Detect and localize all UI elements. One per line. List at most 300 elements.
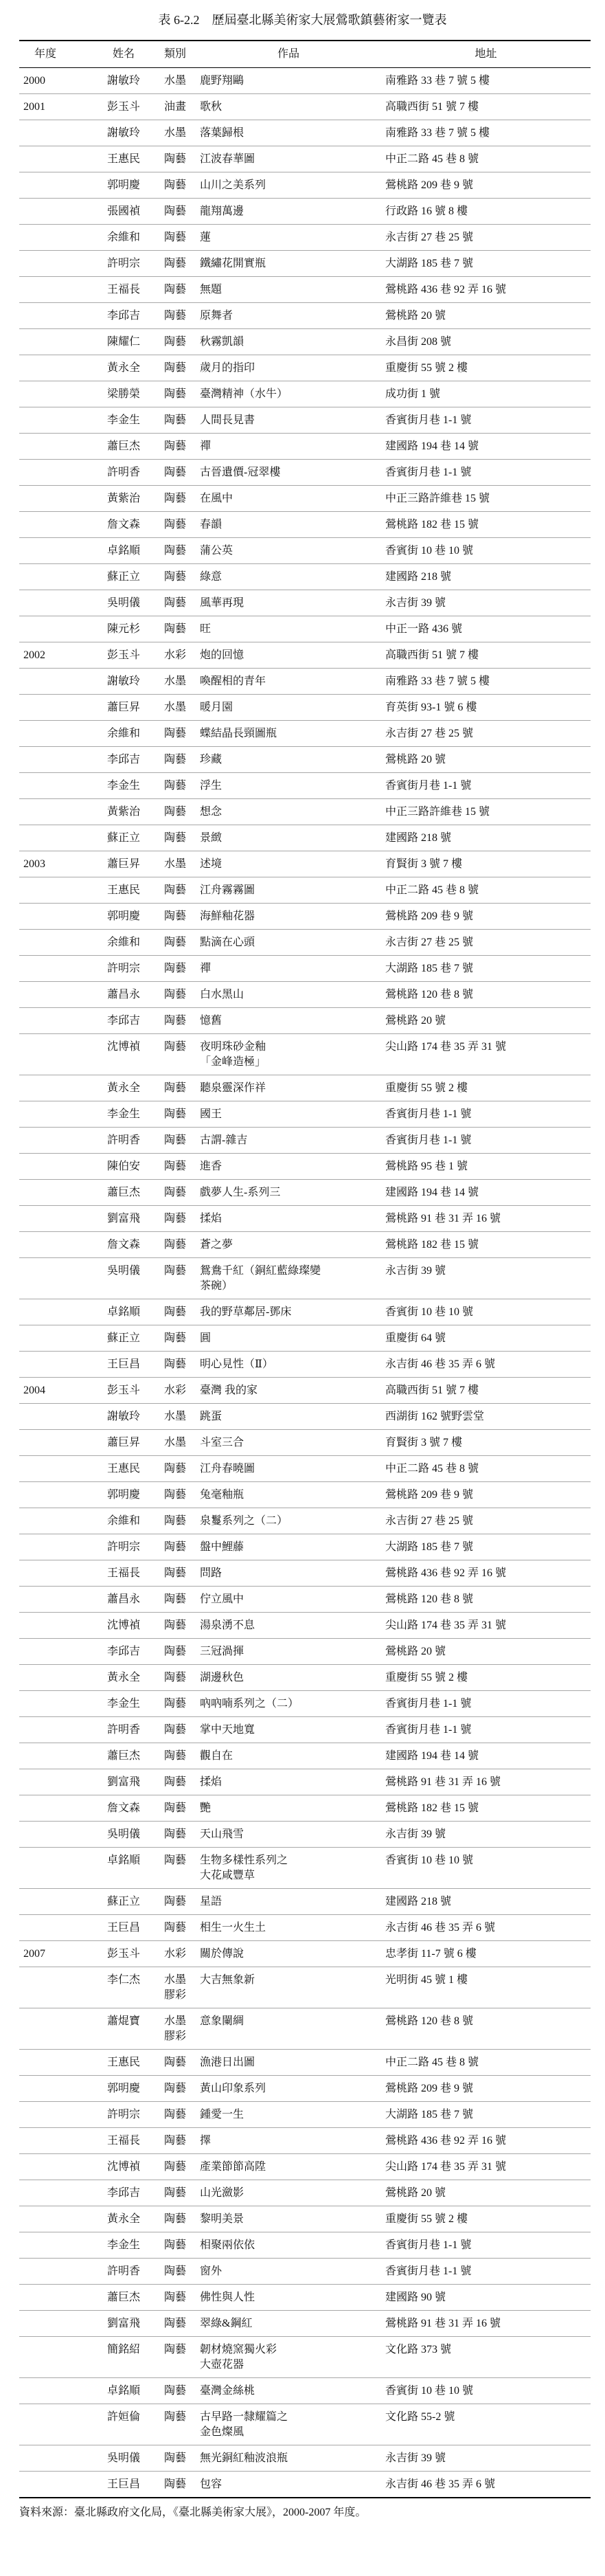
table-row [19,2378,591,2404]
cell-category: 陶藝 [155,773,196,799]
cell-name: 余維和 [93,225,155,251]
table-row [19,2445,591,2472]
cell-year: 2001 [19,94,93,120]
cell-year [19,773,93,799]
cell-category: 水墨 [155,68,196,94]
cell-work: 擇 [196,2128,381,2154]
cell-work: 歌秋 [196,94,381,120]
cell-work: 綠意 [196,564,381,590]
cell-address: 鶯桃路 120 巷 8 號 [381,982,591,1008]
cell-year [19,355,93,381]
cell-work: 喚醒相的青年 [196,669,381,695]
cell-name: 王惠民 [93,2050,155,2076]
cell-name: 許明香 [93,2259,155,2285]
cell-address: 鶯桃路 120 巷 8 號 [381,1587,591,1613]
cell-year [19,1508,93,1534]
table-row [19,2472,591,2498]
cell-name: 余維和 [93,1508,155,1534]
cell-work: 鍾愛一生 [196,2102,381,2128]
table-row [19,773,591,799]
cell-work: 蒲公英 [196,538,381,564]
cell-address: 成功街 1 號 [381,381,591,407]
table-row [19,695,591,721]
cell-name: 黃永全 [93,2206,155,2232]
cell-address: 尖山路 174 巷 35 弄 31 號 [381,2154,591,2180]
cell-year: 2004 [19,1378,93,1404]
cell-address: 鶯桃路 20 號 [381,1639,591,1665]
table-row [19,1482,591,1508]
cell-year [19,1743,93,1769]
table-row [19,1691,591,1717]
cell-category: 陶藝 [155,2259,196,2285]
cell-category: 陶藝 [155,2378,196,2404]
cell-work: 述境 [196,851,381,877]
cell-category: 陶藝 [155,355,196,381]
cell-name: 陳耀仁 [93,329,155,355]
cell-year [19,1154,93,1180]
cell-category: 水墨 膠彩 [155,1967,196,2008]
cell-year [19,2076,93,2102]
table-row [19,825,591,851]
cell-year [19,1299,93,1325]
cell-category: 陶藝 [155,956,196,982]
cell-address: 鶯桃路 209 巷 9 號 [381,2076,591,2102]
cell-name: 梁勝榮 [93,381,155,407]
cell-address: 鶯桃路 91 巷 31 弄 16 號 [381,1206,591,1232]
cell-name: 劉富飛 [93,1206,155,1232]
table-row [19,512,591,538]
cell-year [19,616,93,642]
cell-work: 炮的回憶 [196,642,381,669]
table-row [19,1404,591,1430]
cell-work: 暖月園 [196,695,381,721]
cell-name: 許明宗 [93,956,155,982]
cell-name: 卓銘順 [93,1848,155,1889]
cell-category: 水墨 [155,669,196,695]
cell-work: 蓮 [196,225,381,251]
cell-address: 永吉街 27 巷 25 號 [381,930,591,956]
cell-work: 產業節節高陞 [196,2154,381,2180]
cell-work: 江舟春曉圖 [196,1456,381,1482]
cell-year [19,747,93,773]
cell-name: 劉富飛 [93,1769,155,1795]
table-row [19,851,591,877]
table-row [19,1128,591,1154]
table-row [19,199,591,225]
cell-category: 陶藝 [155,1769,196,1795]
cell-work: 夜明珠砂金釉 「金峰造極」 [196,1034,381,1075]
cell-work: 點滴在心頭 [196,930,381,956]
table-row [19,1613,591,1639]
table-row [19,538,591,564]
cell-name: 陳元杉 [93,616,155,642]
cell-address: 鶯桃路 182 巷 15 號 [381,1795,591,1822]
cell-address: 建國路 218 號 [381,1889,591,1915]
cell-work: 江舟霧霧圖 [196,877,381,904]
cell-category: 水墨 [155,695,196,721]
cell-year [19,2206,93,2232]
cell-address: 建國路 90 號 [381,2285,591,2311]
table-row [19,2076,591,2102]
cell-year [19,1717,93,1743]
table-row [19,1299,591,1325]
cell-work: 江波春華圖 [196,146,381,172]
cell-name: 許明香 [93,1128,155,1154]
cell-work: 浮生 [196,773,381,799]
cell-name: 詹文森 [93,1232,155,1258]
cell-name: 許明宗 [93,1534,155,1560]
cell-category: 陶藝 [155,1508,196,1534]
cell-address: 永吉街 39 號 [381,590,591,616]
cell-work: 秋霧凱韻 [196,329,381,355]
cell-year [19,1967,93,2008]
cell-address: 建國路 218 號 [381,825,591,851]
cell-year [19,1560,93,1587]
cell-name: 蘇正立 [93,564,155,590]
cell-address: 育英街 93-1 號 6 樓 [381,695,591,721]
cell-name: 王福長 [93,277,155,303]
cell-work: 星語 [196,1889,381,1915]
table-row [19,1822,591,1848]
table-row [19,1534,591,1560]
table-row [19,2154,591,2180]
table-row [19,2337,591,2378]
cell-work: 無光銅紅釉波浪瓶 [196,2445,381,2472]
cell-address: 大湖路 185 巷 7 號 [381,956,591,982]
cell-year [19,434,93,460]
cell-year [19,1352,93,1378]
table-row [19,747,591,773]
table-row [19,642,591,669]
table-body [19,68,591,2498]
header-row [19,41,591,68]
cell-name: 彭玉斗 [93,642,155,669]
table-row [19,564,591,590]
cell-work: 圓 [196,1325,381,1352]
cell-year [19,877,93,904]
cell-address: 鶯桃路 91 巷 31 弄 16 號 [381,1769,591,1795]
cell-category: 陶藝 [155,1889,196,1915]
table-row [19,68,591,94]
table-row [19,2050,591,2076]
cell-work: 珍藏 [196,747,381,773]
cell-work: 春韻 [196,512,381,538]
cell-year [19,669,93,695]
cell-year [19,1639,93,1665]
cell-category: 陶藝 [155,590,196,616]
cell-year [19,695,93,721]
cell-category: 陶藝 [155,512,196,538]
cell-year [19,1613,93,1639]
cell-work: 艷 [196,1795,381,1822]
cell-category: 陶藝 [155,1154,196,1180]
cell-year [19,2180,93,2206]
cell-work: 歲月的指印 [196,355,381,381]
cell-name: 吳明儀 [93,1822,155,1848]
cell-name: 蕭昌永 [93,1587,155,1613]
cell-name: 王惠民 [93,1456,155,1482]
cell-name: 陳伯安 [93,1154,155,1180]
cell-category: 陶藝 [155,199,196,225]
cell-name: 吳明儀 [93,590,155,616]
cell-name: 蕭焜寶 [93,2008,155,2050]
cell-address: 永吉街 39 號 [381,1258,591,1299]
cell-year [19,1691,93,1717]
cell-address: 重慶街 55 號 2 樓 [381,1665,591,1691]
table-row [19,172,591,199]
cell-name: 王巨昌 [93,1352,155,1378]
cell-category: 陶藝 [155,564,196,590]
table-row [19,1769,591,1795]
cell-category: 陶藝 [155,1613,196,1639]
cell-year [19,1848,93,1889]
table-row [19,486,591,512]
cell-year [19,1075,93,1101]
cell-category: 陶藝 [155,721,196,747]
cell-name: 蕭巨杰 [93,1180,155,1206]
cell-year [19,172,93,199]
cell-name: 蘇正立 [93,825,155,851]
cell-year [19,564,93,590]
cell-work: 黎明美景 [196,2206,381,2232]
cell-category: 陶藝 [155,172,196,199]
cell-year [19,512,93,538]
cell-address: 鶯桃路 20 號 [381,747,591,773]
cell-category: 陶藝 [155,2311,196,2337]
cell-category: 陶藝 [155,2232,196,2259]
cell-address: 鶯桃路 182 巷 15 號 [381,1232,591,1258]
cell-year [19,407,93,434]
table-row [19,669,591,695]
cell-name: 郭明慶 [93,172,155,199]
cell-category: 陶藝 [155,1822,196,1848]
cell-name: 許姮倫 [93,2404,155,2445]
table-row [19,303,591,329]
cell-work: 山川之美系列 [196,172,381,199]
cell-category: 陶藝 [155,1534,196,1560]
cell-address: 香賓街月巷 1-1 號 [381,1101,591,1128]
table-row [19,1717,591,1743]
cell-name: 郭明慶 [93,2076,155,2102]
cell-name: 許明香 [93,460,155,486]
cell-address: 鶯桃路 91 巷 31 弄 16 號 [381,2311,591,2337]
cell-name: 李邱吉 [93,1008,155,1034]
cell-address: 建國路 218 號 [381,564,591,590]
cell-category: 陶藝 [155,329,196,355]
cell-name: 簡銘紹 [93,2337,155,2378]
cell-work: 掌中天地寬 [196,1717,381,1743]
cell-address: 高職西街 51 號 7 樓 [381,94,591,120]
cell-category: 水墨 [155,851,196,877]
cell-name: 李邱吉 [93,2180,155,2206]
table-row [19,1941,591,1967]
cell-year [19,1008,93,1034]
table-row [19,2285,591,2311]
cell-address: 建國路 194 巷 14 號 [381,1743,591,1769]
cell-work: 湖邊秋色 [196,1665,381,1691]
table-row [19,1665,591,1691]
cell-address: 永吉街 46 巷 35 弄 6 號 [381,1915,591,1941]
cell-year [19,2445,93,2472]
cell-category: 陶藝 [155,1560,196,1587]
cell-work: 風華再現 [196,590,381,616]
cell-name: 黃紫治 [93,486,155,512]
cell-name: 詹文森 [93,512,155,538]
cell-year: 2007 [19,1941,93,1967]
cell-address: 鶯桃路 436 巷 92 弄 16 號 [381,277,591,303]
cell-year [19,1665,93,1691]
table-row [19,2102,591,2128]
cell-name: 謝敏玲 [93,1404,155,1430]
cell-category: 陶藝 [155,1128,196,1154]
table-row [19,381,591,407]
cell-address: 香賓街月巷 1-1 號 [381,407,591,434]
cell-name: 李邱吉 [93,747,155,773]
cell-year [19,460,93,486]
cell-category: 陶藝 [155,1482,196,1508]
cell-name: 李金生 [93,407,155,434]
table-row [19,434,591,460]
cell-work: 無題 [196,277,381,303]
cell-year [19,590,93,616]
table-row [19,2180,591,2206]
table-row [19,1206,591,1232]
cell-year [19,1769,93,1795]
table-row [19,407,591,434]
cell-work: 臺灣 我的家 [196,1378,381,1404]
cell-work: 古早路一隸耀篇之 金色燦風 [196,2404,381,2445]
table-row [19,877,591,904]
cell-name: 王巨昌 [93,2472,155,2498]
cell-address: 永吉街 27 巷 25 號 [381,1508,591,1534]
cell-address: 鶯桃路 209 巷 9 號 [381,172,591,199]
cell-work: 三冠渦揮 [196,1639,381,1665]
cell-category: 陶藝 [155,1587,196,1613]
cell-year [19,1456,93,1482]
cell-work: 景緻 [196,825,381,851]
cell-year [19,2128,93,2154]
table-row [19,1258,591,1299]
cell-name: 蕭巨杰 [93,434,155,460]
cell-category: 陶藝 [155,1180,196,1206]
cell-year [19,904,93,930]
table-row [19,2404,591,2445]
cell-work: 人間長見書 [196,407,381,434]
cell-address: 香賓街月巷 1-1 號 [381,773,591,799]
cell-work: 湯泉湧不息 [196,1613,381,1639]
cell-category: 陶藝 [155,434,196,460]
cell-address: 香賓街月巷 1-1 號 [381,460,591,486]
table-row [19,1848,591,1889]
cell-category: 油畫 [155,94,196,120]
cell-category: 陶藝 [155,2285,196,2311]
cell-category: 陶藝 [155,930,196,956]
cell-work: 泉鬘系列之（二） [196,1508,381,1534]
cell-address: 香賓街月巷 1-1 號 [381,2232,591,2259]
cell-category: 陶藝 [155,1743,196,1769]
cell-category: 陶藝 [155,1299,196,1325]
cell-name: 李金生 [93,1101,155,1128]
table-row [19,721,591,747]
cell-name: 謝敏玲 [93,669,155,695]
cell-work: 天山飛雪 [196,1822,381,1848]
cell-work: 意象闌綢 [196,2008,381,2050]
cell-work: 韌材燒窯獨火彩 大壺花器 [196,2337,381,2378]
cell-address: 中正一路 436 號 [381,616,591,642]
cell-category: 陶藝 [155,381,196,407]
cell-address: 重慶街 64 號 [381,1325,591,1352]
cell-work: 黃山印象系列 [196,2076,381,2102]
cell-work: 蒼之夢 [196,1232,381,1258]
table-row [19,799,591,825]
cell-work: 鐵繡花開實瓶 [196,251,381,277]
cell-address: 永吉街 39 號 [381,1822,591,1848]
cell-category: 陶藝 [155,2154,196,2180]
cell-address: 中正二路 45 巷 8 號 [381,1456,591,1482]
table-row [19,1456,591,1482]
cell-category: 陶藝 [155,225,196,251]
cell-category: 水彩 [155,1378,196,1404]
header-name: 姓名 [93,41,155,68]
cell-address: 尖山路 174 巷 35 弄 31 號 [381,1034,591,1075]
cell-name: 詹文森 [93,1795,155,1822]
cell-address: 中正二路 45 巷 8 號 [381,146,591,172]
cell-category: 水彩 [155,642,196,669]
cell-year [19,1034,93,1075]
cell-category: 陶藝 [155,1232,196,1258]
cell-name: 郭明慶 [93,904,155,930]
cell-name: 彭玉斗 [93,94,155,120]
cell-address: 鶯桃路 209 巷 9 號 [381,1482,591,1508]
cell-year [19,1101,93,1128]
cell-year [19,1889,93,1915]
cell-address: 永吉街 39 號 [381,2445,591,2472]
cell-category: 陶藝 [155,2180,196,2206]
table-row [19,1560,591,1587]
cell-name: 蕭巨昇 [93,851,155,877]
cell-year: 2000 [19,68,93,94]
cell-name: 卓銘順 [93,1299,155,1325]
cell-name: 蘇正立 [93,1325,155,1352]
cell-work: 聽泉靈深作祥 [196,1075,381,1101]
cell-name: 劉富飛 [93,2311,155,2337]
cell-address: 大湖路 185 巷 7 號 [381,1534,591,1560]
table-row [19,982,591,1008]
cell-address: 尖山路 174 巷 35 弄 31 號 [381,1613,591,1639]
table-row [19,2311,591,2337]
cell-work: 進香 [196,1154,381,1180]
cell-category: 陶藝 [155,2076,196,2102]
cell-year [19,1128,93,1154]
cell-work: 窗外 [196,2259,381,2285]
cell-address: 文化路 55-2 號 [381,2404,591,2445]
cell-address: 鶯桃路 120 巷 8 號 [381,2008,591,2050]
table-row [19,1154,591,1180]
cell-name: 黃紫治 [93,799,155,825]
cell-work: 臺灣精神（水牛） [196,381,381,407]
cell-name: 吳明儀 [93,2445,155,2472]
cell-work: 明心見性（Ⅱ） [196,1352,381,1378]
cell-name: 蕭昌永 [93,982,155,1008]
cell-year [19,225,93,251]
table-row [19,251,591,277]
cell-year [19,2154,93,2180]
cell-name: 蕭巨昇 [93,1430,155,1456]
cell-address: 鶯桃路 436 巷 92 弄 16 號 [381,2128,591,2154]
cell-address: 永吉街 46 巷 35 弄 6 號 [381,2472,591,2498]
cell-address: 南雅路 33 巷 7 號 5 樓 [381,120,591,146]
cell-category: 陶藝 [155,277,196,303]
